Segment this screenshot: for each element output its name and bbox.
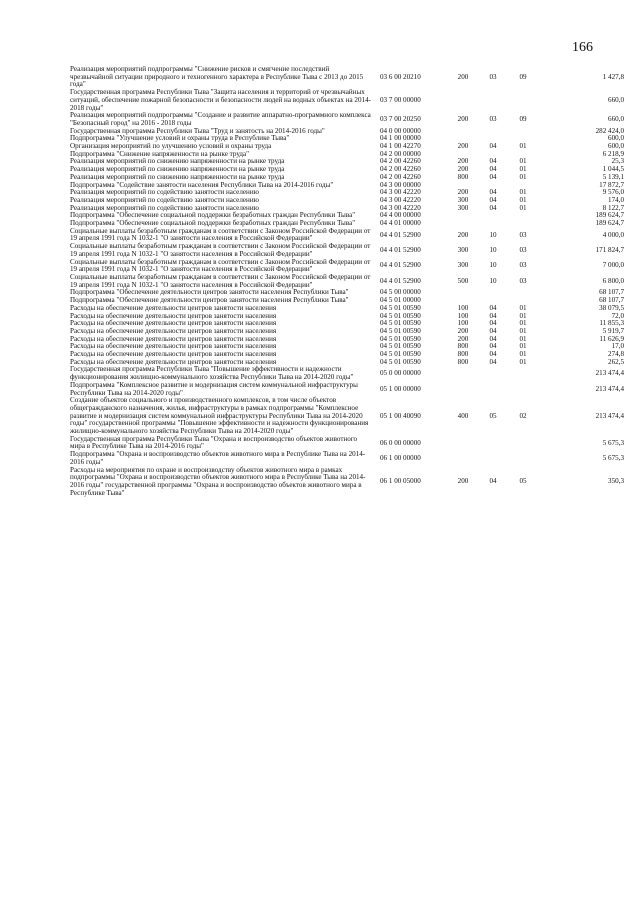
row-subsection-code [508,382,538,397]
table-row [70,259,624,274]
row-section-code: 03 [489,72,497,81]
row-subsection-code: 01 [519,172,527,181]
row-amount: 9 576,0 [602,188,624,197]
row-amount: 350,3 [608,477,624,486]
row-amount: 68 107,7 [599,296,624,305]
row-amount: 4 000,0 [602,230,624,239]
row-section-code: 04 [489,477,497,486]
row-subsection-code: 01 [519,350,527,359]
row-subsection-code: 01 [519,157,527,166]
row-expense-type-code [448,128,478,136]
row-section-code: 10 [489,261,497,270]
row-description: Расходы на мероприятия по охране и воспроизводству объектов животного мира в рамках подпрограммы "Охрана и воспроизводство объектов животного мира в Республике Тыва на 2014-2016 годы" государственной программы "Охрана и воспроизводство объектов животного мира в Республике Тыва" [70,465,366,497]
row-description: Расходы на обеспечение деятельности центров занятости населения [70,326,277,335]
row-subsection-code: 01 [519,165,527,174]
row-expense-type-code: 200 [457,157,469,166]
row-description: Государственная программа Республики Тыва "Труд и занятость на 2014-2016 годы" [70,126,325,135]
row-section-code: 04 [489,334,497,343]
row-target-article-code: 04 5 01 00590 [380,326,421,335]
row-expense-type-code [448,289,478,297]
row-description: Социальные выплаты безработным гражданам в соответствии с Законом Российской Федерации от 19 апреля 1991 года N 1032-1 "О занятости населения в Российской Федерации" [70,242,371,258]
row-amount: 17,0 [611,342,624,351]
row-target-article-code: 04 4 01 52900 [380,261,421,270]
row-target-article-code: 04 1 00 42270 [380,142,421,151]
row-target-article-code: 04 5 01 00590 [380,303,421,312]
row-amount: 5 919,7 [602,326,624,335]
row-description: Государственная программа Республики Тыва "Защита населения и территорий от чрезвычайных ситуаций, обеспечение пожарной безопасности и безопасности людей на водных объектах на 2014-2018 годы" [70,88,371,112]
row-expense-type-code: 800 [457,172,469,181]
row-description: Подпрограмма "Обеспечение социальной поддержки безработных граждан Республики Тыва" [70,211,356,220]
row-target-article-code: 04 1 00 00000 [380,134,421,143]
row-subsection-code [508,289,538,297]
row-expense-type-code [448,212,478,220]
row-amount: 213 474,4 [595,384,624,393]
row-target-article-code: 05 1 00 00000 [380,384,421,393]
row-target-article-code: 06 1 00 00000 [380,454,421,462]
row-subsection-code: 09 [519,72,527,81]
row-target-article-code: 04 3 00 42220 [380,188,421,197]
row-section-code [478,436,508,451]
row-section-code: 04 [489,326,497,335]
row-subsection-code: 03 [519,230,527,239]
row-amount: 660,0 [608,115,624,124]
row-target-article-code: 04 5 01 00590 [380,319,421,328]
table-row [70,89,624,112]
row-amount: 171 824,7 [595,246,624,255]
row-description: Подпрограмма "Обеспечение социальной поддержки безработных граждан Республики Тыва" [70,219,356,228]
row-expense-type-code [448,366,478,381]
row-description: Социальные выплаты безработным гражданам в соответствии с Законом Российской Федерации от 19 апреля 1991 года N 1032-1 "О занятости населения в Российской Федерации" [70,226,371,243]
row-target-article-code: 04 3 00 42220 [380,195,421,204]
row-section-code: 04 [489,188,497,197]
row-section-code: 04 [489,342,497,351]
row-expense-type-code: 300 [457,203,469,212]
budget-table-body [70,66,624,497]
row-description: Подпрограмма "Снижение напряженности на рынке труда" [70,149,250,158]
row-target-article-code: 04 5 01 00590 [380,350,421,359]
row-target-article-code: 04 4 01 52900 [380,276,421,285]
row-section-code: 04 [489,203,497,212]
row-section-code [478,212,508,220]
row-amount: 274,8 [608,350,624,359]
row-expense-type-code: 300 [457,195,469,204]
row-description: Реализация мероприятий подпрограммы "Снижение рисков и смягчение последствий чрезвычайной ситуации природного и техногенного характера в Республике Тыва с 2013 до 2015 года" [70,65,364,89]
row-amount: 5 675,3 [602,454,624,462]
row-expense-type-code: 800 [457,342,469,351]
row-amount: 262,5 [608,357,624,366]
row-section-code: 04 [489,165,497,174]
row-target-article-code: 04 5 00 00000 [380,288,421,297]
row-description: Расходы на обеспечение деятельности центров занятости населения [70,334,277,343]
row-description: Реализация мероприятий по содействию занятости населению [70,195,259,204]
row-amount: 213 474,4 [595,411,624,420]
row-expense-type-code: 500 [457,276,469,285]
table-row [70,228,624,243]
row-expense-type-code: 100 [457,303,469,312]
row-target-article-code: 04 5 01 00590 [380,357,421,366]
row-target-article-code: 04 4 01 52900 [380,246,421,255]
row-subsection-code [508,128,538,136]
row-description: Социальные выплаты безработным гражданам в соответствии с Законом Российской Федерации от 19 апреля 1991 года N 1032-1 "О занятости населения в Российской Федерации" [70,272,371,289]
row-description: Государственная программа Республики Тыва "Повышение эффективности и надежности функционирования жилищно-коммунального хозяйства Республики Тыва на 2014-2020 годы" [70,365,354,382]
row-target-article-code: 05 0 00 00000 [380,369,421,378]
row-amount: 68 107,7 [599,288,624,297]
row-expense-type-code: 300 [457,246,469,255]
row-expense-type-code: 200 [457,142,469,151]
row-description: Расходы на обеспечение деятельности центров занятости населения [70,319,277,328]
row-target-article-code: 06 0 00 00000 [380,438,421,447]
row-expense-type-code [448,382,478,397]
row-amount: 6 800,0 [602,276,624,285]
row-description: Реализация мероприятий по снижению напряженности на рынке труда [70,157,285,166]
row-section-code [478,289,508,297]
row-description: Реализация мероприятий подпрограммы "Создание и развитие аппаратно-программного комплекса "Безопасный город" на 2016 - 2018 годы [70,111,371,127]
table-row [70,112,624,127]
row-target-article-code: 04 2 00 42260 [380,157,421,166]
row-subsection-code: 01 [519,188,527,197]
row-amount: 5 675,3 [602,438,624,447]
row-description: Реализация мероприятий по снижению напряженности на рынке труда [70,165,285,174]
row-amount: 17 872,7 [599,180,624,189]
row-amount: 38 079,5 [599,303,624,312]
row-description: Расходы на обеспечение деятельности центров занятости населения [70,311,277,320]
row-subsection-code: 01 [519,203,527,212]
row-description: Подпрограмма "Комплексное развитие и модернизация систем коммунальной инфраструктуры Республики Тыва на 2014-2020 годы" [70,380,358,397]
row-amount: 8 122,7 [602,203,624,212]
row-amount: 7 000,0 [602,261,624,270]
row-section-code: 04 [489,195,497,204]
row-description: Подпрограмма "Охрана и воспроизводство объектов животного мира в Республике Тыва на 2014-2016 годы" [70,450,366,466]
row-section-code [478,89,508,112]
row-subsection-code [508,89,538,112]
row-expense-type-code: 200 [457,230,469,239]
row-description: Подпрограмма "Улучшение условий и охраны труда в Республике Тыва" [70,134,290,143]
row-section-code: 03 [489,115,497,124]
row-target-article-code: 04 5 01 00590 [380,311,421,320]
row-expense-type-code: 200 [457,72,469,81]
row-section-code: 05 [489,411,497,420]
row-description: Реализация мероприятий по содействию занятости населению [70,188,259,197]
row-description: Организация мероприятий по улучшению условий и охраны труда [70,142,272,151]
row-amount: 213 474,4 [595,369,624,378]
row-amount: 600,0 [608,142,624,151]
row-section-code [478,220,508,228]
row-target-article-code: 04 2 00 42260 [380,165,421,174]
page-number: 166 [572,40,593,55]
row-expense-type-code [448,436,478,451]
table-row [70,397,624,436]
row-description: Расходы на обеспечение деятельности центров занятости населения [70,303,277,312]
row-description: Подпрограмма "Содействие занятости населения Республики Тыва на 2014-2016 годы" [70,180,334,189]
row-target-article-code: 04 3 00 42220 [380,203,421,212]
row-target-article-code: 04 5 01 00590 [380,334,421,343]
row-section-code: 04 [489,303,497,312]
row-subsection-code: 01 [519,342,527,351]
row-expense-type-code: 200 [457,165,469,174]
row-expense-type-code [448,89,478,112]
row-amount: 72,0 [611,311,624,320]
budget-table-container [70,66,624,497]
row-subsection-code: 05 [519,477,527,486]
row-subsection-code: 01 [519,334,527,343]
table-row [70,274,624,289]
row-expense-type-code: 100 [457,311,469,320]
row-expense-type-code: 200 [457,334,469,343]
row-section-code: 04 [489,172,497,181]
row-subsection-code: 01 [519,195,527,204]
table-row [70,382,624,397]
row-target-article-code: 04 5 01 00590 [380,342,421,351]
row-target-article-code: 04 2 00 42260 [380,172,421,181]
table-row [70,436,624,451]
row-amount: 189 624,7 [595,219,624,228]
row-amount: 5 139,1 [602,172,624,181]
row-target-article-code: 03 7 00 00000 [380,95,421,104]
row-expense-type-code: 200 [457,477,469,486]
row-target-article-code: 03 7 00 20250 [380,115,421,124]
row-amount: 6 218,9 [602,149,624,158]
row-subsection-code [508,220,538,228]
table-row [70,451,624,466]
row-description: Создание объектов социального и производственного комплексов, в том числе объектов общегражданского назначения, жилья, инфраструктуры в рамках подпрограммы "Комплексное развитие и модернизация систем коммунальной инфраструктуры Республики Тыва на 2014-2020 годы" государственной программы "Повышение эффективности и надежности функционирования жилищно-коммунального хозяйства Республики Тыва на 2014-2020 годы" [70,396,369,436]
row-section-code: 04 [489,319,497,328]
row-section-code: 04 [489,157,497,166]
row-section-code: 04 [489,311,497,320]
row-target-article-code: 03 6 00 20210 [380,72,421,81]
row-section-code: 10 [489,246,497,255]
row-expense-type-code: 400 [457,411,469,420]
row-description: Расходы на обеспечение деятельности центров занятости населения [70,350,277,359]
row-subsection-code: 09 [519,115,527,124]
row-expense-type-code: 200 [457,326,469,335]
row-section-code [478,366,508,381]
row-subsection-code: 01 [519,142,527,151]
row-subsection-code [508,451,538,466]
table-row [70,66,624,89]
row-amount: 11 855,3 [599,319,624,328]
row-section-code [478,451,508,466]
row-subsection-code: 01 [519,319,527,328]
table-row [70,366,624,381]
row-section-code [478,382,508,397]
row-subsection-code [508,212,538,220]
row-subsection-code [508,366,538,381]
row-expense-type-code: 800 [457,350,469,359]
row-target-article-code: 04 4 00 00000 [380,211,421,220]
row-section-code [478,128,508,136]
row-expense-type-code: 800 [457,357,469,366]
row-description: Государственная программа Республики Тыва "Охрана и воспроизводство объектов животного мира в Республике Тыва на 2014-2016 годы" [70,434,358,451]
row-expense-type-code [448,451,478,466]
row-subsection-code: 03 [519,276,527,285]
row-expense-type-code: 100 [457,319,469,328]
row-section-code: 10 [489,230,497,239]
row-description: Подпрограмма "Обеспечение деятельности центров занятости населения Республики Тыва" [70,296,349,305]
row-target-article-code: 04 4 01 00000 [380,219,421,228]
row-section-code: 10 [489,276,497,285]
row-expense-type-code [448,220,478,228]
row-subsection-code: 01 [519,326,527,335]
row-subsection-code: 03 [519,261,527,270]
row-section-code: 04 [489,142,497,151]
row-amount: 11 626,9 [599,334,624,343]
row-amount: 189 624,7 [595,211,624,220]
row-expense-type-code: 300 [457,261,469,270]
table-row [70,243,624,258]
row-section-code: 04 [489,350,497,359]
row-description: Реализация мероприятий по содействию занятости населению [70,203,259,212]
table-row [70,467,624,498]
row-description: Социальные выплаты безработным гражданам в соответствии с Законом Российской Федерации от 19 апреля 1991 года N 1032-1 "О занятости населения в Российской Федерации" [70,257,371,274]
budget-table [70,66,624,497]
row-target-article-code: 04 4 01 52900 [380,230,421,239]
row-target-article-code: 04 0 00 00000 [380,126,421,135]
row-target-article-code: 04 3 00 00000 [380,180,421,189]
row-expense-type-code: 200 [457,188,469,197]
row-amount: 600,0 [608,134,624,143]
row-subsection-code: 03 [519,246,527,255]
row-target-article-code: 05 1 00 40090 [380,411,421,420]
row-subsection-code: 01 [519,357,527,366]
row-description: Расходы на обеспечение деятельности центров занятости населения [70,357,277,366]
row-amount: 1 044,5 [602,165,624,174]
row-expense-type-code: 200 [457,115,469,124]
row-description: Реализация мероприятий по снижению напряженности на рынке труда [70,172,285,181]
row-amount: 660,0 [608,95,624,104]
row-target-article-code: 04 2 00 00000 [380,149,421,158]
row-amount: 25,3 [611,157,624,166]
row-section-code: 04 [489,357,497,366]
row-amount: 282 424,0 [595,126,624,135]
row-amount: 1 427,8 [602,72,624,81]
row-target-article-code: 06 1 00 05000 [380,477,421,486]
row-amount: 174,0 [608,195,624,204]
row-subsection-code [508,436,538,451]
row-subsection-code: 01 [519,303,527,312]
row-target-article-code: 04 5 01 00000 [380,296,421,305]
row-description: Подпрограмма "Обеспечение деятельности центров занятости населения Республики Тыва" [70,288,349,297]
row-subsection-code: 01 [519,311,527,320]
row-description: Расходы на обеспечение деятельности центров занятости населения [70,342,277,351]
row-subsection-code: 02 [519,411,527,420]
